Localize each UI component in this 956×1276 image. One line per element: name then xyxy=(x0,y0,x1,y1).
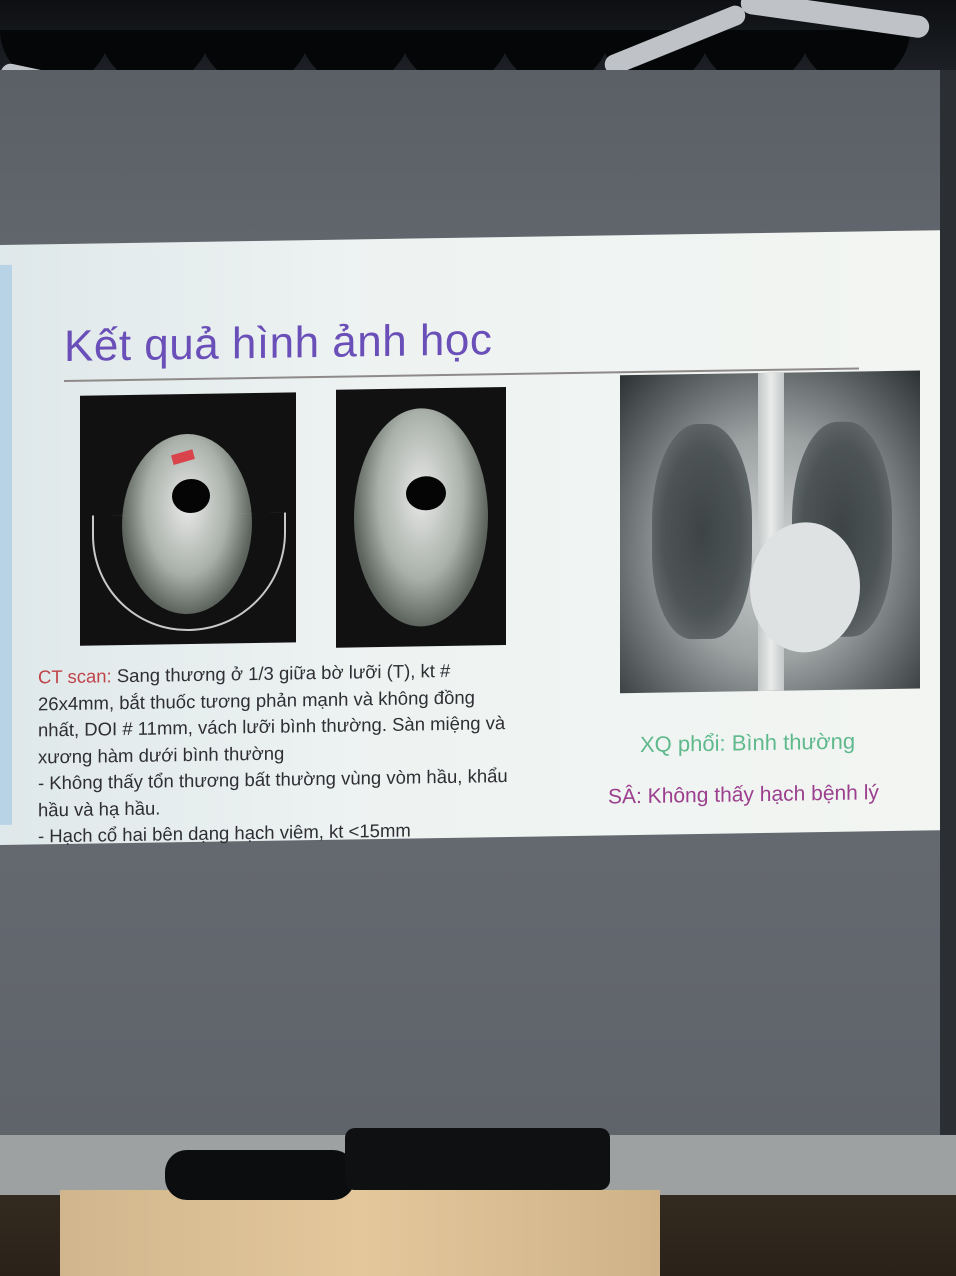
slide-accent-bar xyxy=(0,265,12,825)
slide-title: Kết quả hình ảnh học xyxy=(64,315,493,371)
ct-findings-text xyxy=(38,656,598,850)
xray-caption: XQ phổi: Bình thường xyxy=(640,728,856,757)
chest-xray-image xyxy=(620,371,920,694)
wooden-podium xyxy=(60,1190,660,1276)
ct-findings-line: nhất, DOI # 11mm, vách lưỡi bình thường. Sàn miệng và xyxy=(38,712,506,741)
ct-table-outline xyxy=(92,513,286,633)
projected-slide xyxy=(0,230,940,845)
ct-neck-cross-section xyxy=(354,407,488,627)
screen-edge xyxy=(940,70,956,1135)
ct-scan-image-2 xyxy=(336,387,506,648)
ct-findings-line: 26x4mm, bắt thuốc tương phản mạnh và không đồng xyxy=(38,686,475,714)
black-bag xyxy=(345,1128,610,1190)
ct-findings-line: - Không thấy tổn thương bất thường vùng vòm hầu, khẩu xyxy=(38,765,508,794)
ct-findings-line: hầu và hạ hầu. xyxy=(38,796,161,820)
ct-findings-line-text: Sang thương ở 1/3 giữa bờ lưỡi (T), kt # xyxy=(111,659,451,687)
ct-findings-line: - Hạch cổ hai bên dạng hạch viêm, kt <15mm xyxy=(38,819,411,847)
ct-findings-line: xương hàm dưới bình thường xyxy=(38,742,285,767)
ct-scan-image-1 xyxy=(80,392,296,645)
ct-scan-label: CT scan: xyxy=(38,665,112,688)
bag-strap xyxy=(165,1150,355,1200)
right-lung xyxy=(652,423,752,640)
ultrasound-caption: SÂ: Không thấy hạch bệnh lý xyxy=(608,781,879,809)
